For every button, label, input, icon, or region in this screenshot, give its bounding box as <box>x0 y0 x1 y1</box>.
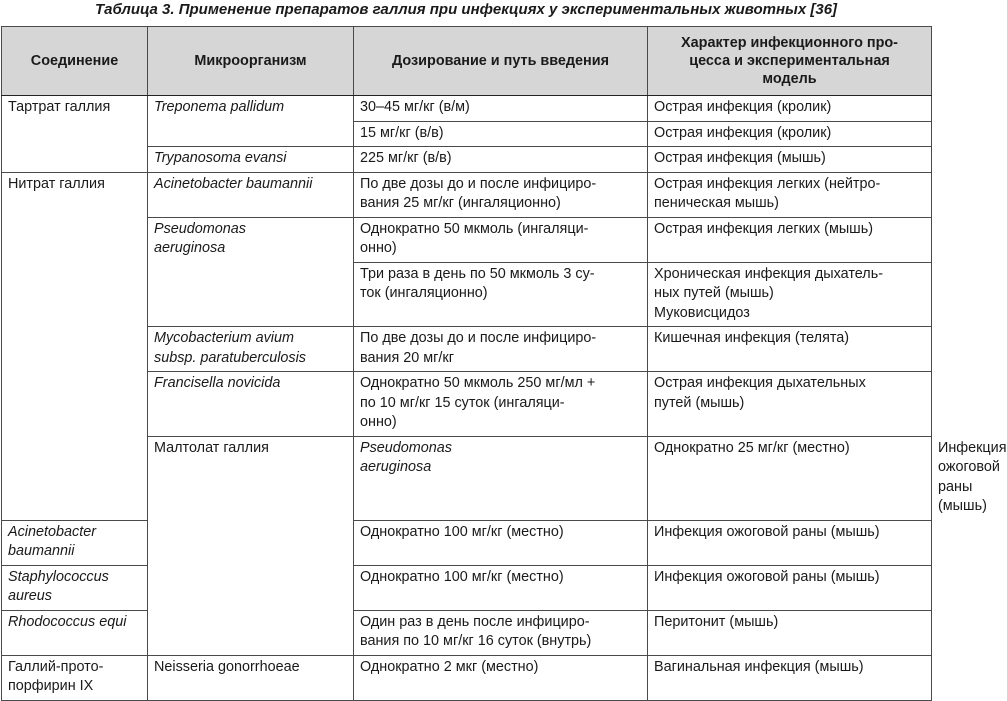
cell-line: Муковисцидоз <box>654 304 750 321</box>
cell-line: Инфекция ожоговой раны (мышь) <box>654 568 880 585</box>
dosing-cell <box>354 147 648 173</box>
dosing-cell <box>354 372 648 437</box>
cell-line: путей (мышь) <box>654 394 745 411</box>
cell-line: по 10 мг/кг 15 суток (ингаляци- <box>360 394 565 411</box>
table-row <box>2 172 932 217</box>
microorganism-cell <box>148 217 354 327</box>
model-cell <box>648 610 932 655</box>
microorganism-cell <box>148 372 354 437</box>
header-dosing <box>354 27 648 96</box>
cell-line: Однократно 100 мг/кг (местно) <box>360 523 564 540</box>
cell-line: цесса и экспериментальная <box>689 53 890 69</box>
dosing-cell <box>354 327 648 372</box>
dosing-cell <box>354 565 648 610</box>
cell-line: Галлий-прото- <box>8 658 104 675</box>
cell-line: Один раз в день после инфициро- <box>360 613 590 630</box>
cell-line: aeruginosa <box>360 459 432 475</box>
microorganism-cell <box>148 96 354 147</box>
cell-line: Острая инфекция дыхательных <box>654 375 866 391</box>
table-row <box>2 565 932 610</box>
microorganism-cell <box>148 327 354 372</box>
cell-line: Характер инфекционного про- <box>681 35 898 51</box>
model-cell <box>648 520 932 565</box>
compound-cell <box>2 96 148 173</box>
table-row: Малтолат галлия Pseudomonas aeruginosa Однократно 25 мг/кг (местно) Инфекция ожоговой раны (мышь) <box>2 436 932 520</box>
cell-line: 225 мг/кг (в/в) <box>360 150 452 166</box>
microorganism-cell <box>2 565 148 610</box>
gallium-infections-table <box>1 26 1007 701</box>
cell-line: По две дозы до и после инфициро- <box>360 175 597 192</box>
model-cell <box>648 565 932 610</box>
cell-line: ток (ингаляционно) <box>360 285 488 301</box>
cell-line: вания по 10 мг/кг 16 суток (внутрь) <box>360 633 592 649</box>
cell-line: Rhodococcus equi <box>8 613 127 630</box>
cell-line: Острая инфекция (кролик) <box>654 99 832 115</box>
cell-line: Три раза в день по 50 мкмоль 3 су- <box>360 265 595 282</box>
cell-line: Acinetobacter baumannii <box>154 175 313 192</box>
model-cell <box>648 327 932 372</box>
cell-line: По две дозы до и после инфициро- <box>360 330 597 346</box>
cell-line: Дозирование и путь введения <box>392 53 609 69</box>
microorganism-cell <box>2 610 148 655</box>
cell-line: Mycobacterium avium <box>154 330 294 346</box>
dosing-cell <box>648 436 932 520</box>
dosing-cell <box>354 520 648 565</box>
dosing-cell <box>354 655 648 700</box>
cell-line: модель <box>762 71 817 87</box>
cell-line: Francisella novicida <box>154 375 281 391</box>
cell-line: Neisseria gonorrhoeae <box>154 658 300 675</box>
cell-line: Острая инфекция (кролик) <box>654 124 832 141</box>
model-cell <box>648 217 932 262</box>
cell-line: порфирин IX <box>8 678 94 694</box>
microorganism-cell <box>148 655 354 700</box>
cell-line: subsp. paratuberculosis <box>154 349 306 366</box>
cell-line: Кишечная инфекция (телята) <box>654 330 850 346</box>
model-cell <box>648 372 932 437</box>
cell-line: Острая инфекция легких (мышь) <box>654 220 874 237</box>
dosing-cell <box>354 172 648 217</box>
cell-line: Инфекция ожоговой раны (мышь) <box>654 523 880 540</box>
cell-line: Тартрат галлия <box>8 99 111 115</box>
cell-line: 30–45 мг/кг (в/м) <box>360 99 470 115</box>
cell-line: Однократно 100 мг/кг (местно) <box>360 568 564 585</box>
cell-line: Однократно 2 мкг (местно) <box>360 658 539 675</box>
cell-line: 15 мг/кг (в/в) <box>360 124 444 141</box>
cell-line: Treponema pallidum <box>154 99 285 115</box>
table-row <box>2 655 932 700</box>
cell-line: вания 25 мг/кг (ингаляционно) <box>360 195 561 211</box>
cell-line: aeruginosa <box>154 240 226 256</box>
cell-line: вания 20 мг/кг <box>360 349 454 366</box>
cell-line: Trypanosoma evansi <box>154 150 287 166</box>
cell-line: Острая инфекция (мышь) <box>654 150 826 166</box>
cell-line: ных путей (мышь) <box>654 285 774 301</box>
header-microorganism <box>148 27 354 96</box>
table-row <box>2 610 932 655</box>
cell-line: Микроорганизм <box>194 53 307 69</box>
microorganism-cell <box>148 172 354 217</box>
cell-line: Однократно 50 мкмоль (ингаляци- <box>360 220 589 237</box>
cell-line: Соединение <box>30 53 119 69</box>
microorganism-cell <box>354 436 648 520</box>
cell-line: Нитрат галлия <box>8 175 105 192</box>
microorganism-cell <box>148 147 354 173</box>
cell-line: Acinetobacter baumannii <box>8 523 96 559</box>
compound-cell <box>148 436 354 655</box>
model-cell <box>648 262 932 327</box>
microorganism-cell <box>2 520 148 565</box>
model-cell <box>648 655 932 700</box>
table-row <box>2 520 932 565</box>
dosing-cell <box>354 610 648 655</box>
cell-line: Малтолат галлия <box>154 439 269 456</box>
header-model <box>648 27 932 96</box>
cell-line: Однократно 50 мкмоль 250 мг/мл + <box>360 375 596 391</box>
dosing-cell <box>354 217 648 262</box>
compound-cell <box>2 172 148 520</box>
model-cell <box>648 96 932 122</box>
compound-cell <box>2 655 148 700</box>
cell-line: онно) <box>360 414 397 430</box>
cell-line: Однократно 25 мг/кг (местно) <box>654 439 850 456</box>
table-row <box>2 96 932 122</box>
cell-line: Pseudomonas <box>154 220 247 237</box>
dosing-cell <box>354 262 648 327</box>
cell-line: Вагинальная инфекция (мышь) <box>654 658 864 675</box>
model-cell <box>648 121 932 147</box>
cell-line: Хроническая инфекция дыхатель- <box>654 265 883 282</box>
dosing-cell <box>354 121 648 147</box>
model-cell <box>648 172 932 217</box>
header-row <box>2 27 932 96</box>
cell-line: пеническая мышь) <box>654 195 779 211</box>
cell-line: Pseudomonas <box>360 439 453 456</box>
cell-line: Острая инфекция легких (нейтро- <box>654 175 881 192</box>
cell-line: онно) <box>360 240 397 256</box>
header-compound <box>2 27 148 96</box>
model-cell <box>648 147 932 173</box>
cell-line: Staphylococcus aureus <box>8 568 109 604</box>
cell-line: Перитонит (мышь) <box>654 613 779 630</box>
dosing-cell <box>354 96 648 122</box>
table-caption: Таблица 3. Применение препаратов галлия при инфекциях у экспериментальных животных [36] <box>94 1 838 18</box>
